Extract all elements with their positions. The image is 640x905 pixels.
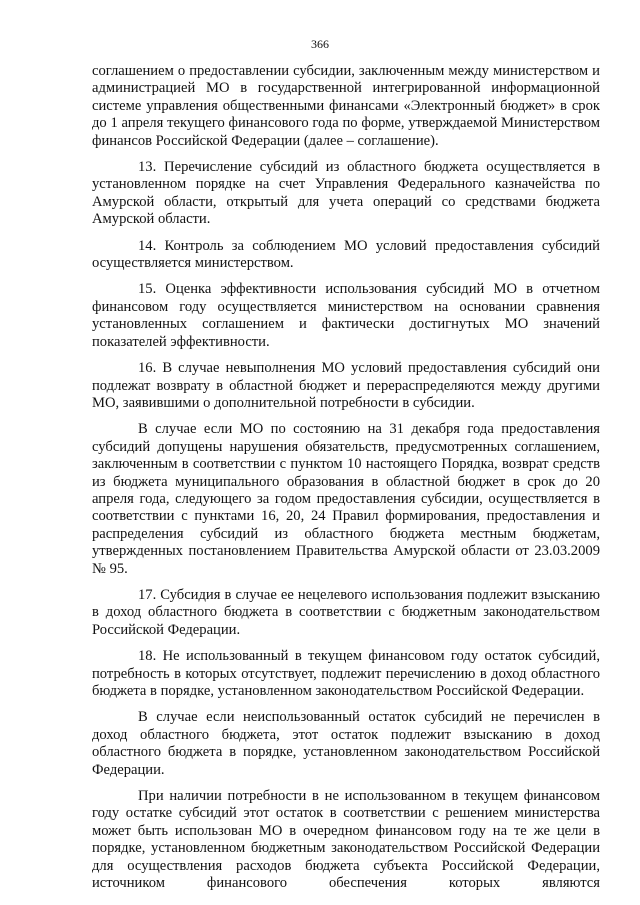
document-body: [92, 63, 600, 892]
paragraph-13: 13. Перечисление субсидий из областного бюджета осуществляется в установленном порядке на счет Управления Федерального казначейства по Амурской области, открытый для учета операций со средствами бюджета Амурской области.: [92, 159, 600, 228]
paragraph-18-reuse: При наличии потребности в не использованном в текущем финансовом году остатке субсидий этот остаток в соответствии с решением министерства может быть использован МО в очередном финансовом году на те же цели в порядке, установленном бюджетным законодательством Российской Федерации для осуществления расходов бюджета субъекта Российской Федерации, источником финансового обеспечения которых являются: [92, 788, 600, 892]
paragraph-18: 18. Не использованный в текущем финансовом году остаток субсидий, потребность в которых отсутствует, подлежит перечислению в доход областного бюджета в порядке, установленном законодательством Российской Федерации.: [92, 648, 600, 699]
paragraph-agreement: соглашением о предоставлении субсидии, заключенным между министерством и администрацией МО в государственной интегрированной информационной системе управления общественными финансами «Электронный бюджет» в срок до 1 апреля текущего финансового года по форме, утверждаемой Министерством финансов Российской Федерации (далее – соглашение).: [92, 63, 600, 149]
paragraph-18-recovery: В случае если неиспользованный остаток субсидий не перечислен в доход областного бюджета, этот остаток подлежит взысканию в доход областного бюджета в порядке, установленном законодательством Российской Федерации.: [92, 709, 600, 778]
paragraph-14: 14. Контроль за соблюдением МО условий предоставления субсидий осуществляется министерством.: [92, 237, 600, 272]
paragraph-17: 17. Субсидия в случае ее нецелевого использования подлежит взысканию в доход областного бюджета в соответствии с бюджетным законодательством Российской Федерации.: [92, 586, 600, 638]
page-number: 366: [311, 37, 329, 51]
paragraph-16: 16. В случае невыполнения МО условий предоставления субсидий они подлежат возврату в областной бюджет и перераспределяются между другими МО, заявившими о дополнительной потребности в субсидии.: [92, 360, 600, 411]
paragraph-16-violation: В случае если МО по состоянию на 31 декабря года предоставления субсидий допущены нарушения обязательств, предусмотренных соглашением, заключенным в соответствии с пунктом 10 настоящего Порядка, возврат средств из бюджета муниципального образования в областной бюджет в срок до 20 апреля года, следующего за годом предоставления субсидии, осуществляется в соответствии с пунктами 16, 20, 24 Правил формирования, предоставления и распределения субсидий из областного бюджета местным бюджетам, утвержденных постановлением Правительства Амурской области от 23.03.2009 № 95.: [92, 421, 600, 577]
paragraph-15: 15. Оценка эффективности использования субсидий МО в отчетном финансовом году осуществляется министерством на основании сравнения установленных соглашением и фактически достигнутых МО значений показателей эффективности.: [92, 281, 600, 350]
